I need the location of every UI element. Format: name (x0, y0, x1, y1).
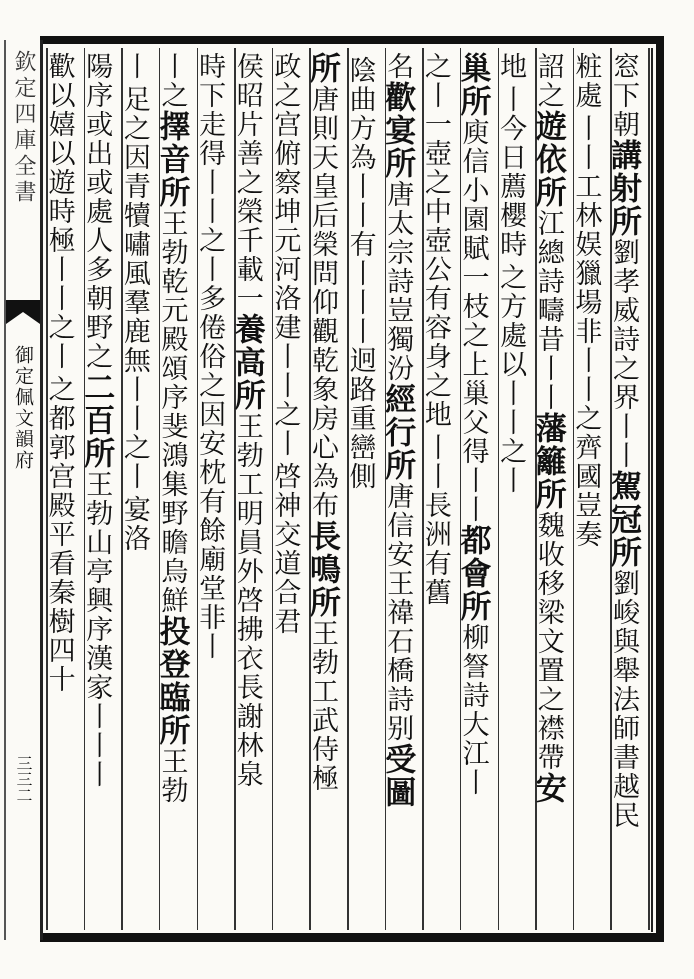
text-column (454, 52, 497, 928)
annotation-text: 名 (382, 52, 414, 81)
annotation-text: 柳詧詩大江丨 (457, 623, 489, 797)
column-rule (648, 48, 650, 930)
annotation-text: 丨丨工林娱獵場 (570, 114, 602, 317)
annotation-text: 庾信小園賦一枝之上巢父得丨丨 (457, 118, 489, 524)
annotation-text: 宴洛 (118, 495, 150, 553)
entry-heading: 藩籬所 (529, 412, 566, 511)
frame-inner-right-border (651, 48, 653, 932)
annotation-text: 侯昭片善之榮千載一 (231, 52, 263, 313)
entry-heading: 受圖 (379, 743, 416, 809)
annotation-text: 非丨丨之 (570, 317, 602, 433)
entry-heading: 講射所 (605, 139, 641, 238)
text-column (153, 52, 196, 928)
annotation-text: 粧處 (570, 52, 602, 110)
entry-heading: 所 (304, 52, 340, 85)
entry-heading: 長鳴所 (304, 520, 340, 619)
annotation-text: 魏收移梁文置之襟帶 (532, 511, 564, 772)
entry-heading: 都會所 (454, 524, 491, 623)
text-column (605, 52, 647, 928)
entry-heading: 二百所 (78, 371, 115, 470)
entry-heading: 投 (153, 615, 190, 648)
entry-heading: 經行所 (379, 383, 416, 482)
annotation-text: 唐信安王禕石橋詩别 (382, 482, 414, 743)
annotation-text: 多倦俗之因安枕有餘廟堂非丨 (194, 284, 226, 661)
annotation-text: 丨之 (156, 52, 188, 110)
annotation-text: 啓神交道合君 (269, 462, 301, 636)
annotation-text: 王勃工明員外啓拂衣長謝林泉 (231, 412, 263, 789)
entry-heading: 遊依所 (529, 110, 566, 209)
text-column (419, 52, 459, 928)
frame-right-border (656, 36, 664, 942)
annotation-text: 地 (495, 52, 527, 81)
fish-tail-mark (6, 300, 40, 324)
annotation-text: 窓下 (608, 52, 639, 110)
text-column (194, 52, 234, 928)
annotation-text: 朝 (608, 110, 639, 139)
annotation-text: 劉峻與舉法師書越民 (608, 569, 639, 830)
annotation-text: 齊國豈奏 (570, 433, 602, 549)
text-column (304, 52, 346, 928)
annotation-text: 王勃工武侍極 (307, 619, 338, 793)
text-column (78, 52, 121, 928)
annotation-text: 政之宫俯察坤元河洛建丨丨之丨 (269, 52, 301, 458)
annotation-text: 唐太宗詩豈獨汾 (382, 180, 414, 383)
section-title: 御定佩文韻府 (12, 345, 34, 471)
annotation-text: 江總詩疇昔丨丨 (532, 209, 564, 412)
annotation-text: 時下走得丨丨之丨 (194, 52, 226, 284)
text-column (43, 52, 83, 928)
entry-heading: 登臨所 (153, 648, 190, 747)
annotation-text: 有丨丨丨迥路重巒側 (344, 230, 376, 491)
annotation-text: 丨今日薦櫻時 (495, 85, 527, 259)
annotation-text: 之都郭宫殿平看秦樹四十 (43, 375, 75, 694)
annotation-text: 丨丨長洲有舊 (419, 433, 451, 607)
annotation-text: 歡以嬉以遊時極丨丨之丨 (43, 52, 75, 371)
annotation-text: 之方處以丨丨之丨 (495, 263, 527, 495)
text-column (228, 52, 271, 928)
text-column (344, 52, 384, 928)
annotation-text: 之丨一壺之中壺公有容身之地 (419, 52, 451, 429)
entry-heading: 養高所 (228, 313, 265, 412)
entry-heading: 安 (529, 772, 566, 805)
frame-bottom-border (40, 933, 664, 942)
book-title: 欽定四庫全書 (11, 50, 36, 206)
annotation-text: 丨 (118, 52, 150, 81)
annotation-text: 詔之 (532, 52, 564, 110)
entry-heading: 巢所 (454, 52, 491, 118)
entry-heading: 駕冠所 (605, 470, 641, 569)
text-column (529, 52, 572, 928)
text-column (570, 52, 610, 928)
annotation-text: 足之因青犢嘯風羣鹿無丨丨之丨 (118, 85, 150, 491)
annotation-text: 陽序或出或處人多朝野之 (81, 52, 113, 371)
page-number: 三三二 (14, 755, 33, 803)
text-column (118, 52, 158, 928)
annotation-text: 唐則天皇后榮問仰觀乾象房心為布 (307, 85, 338, 520)
entry-heading: 歡宴所 (379, 81, 416, 180)
text-column (495, 52, 535, 928)
annotation-text: 劉孝威詩之界丨丨 (608, 238, 639, 470)
entry-heading: 擇音所 (153, 110, 190, 209)
annotation-text: 王勃乾元殿頌序斐鴻集野瞻烏鮮 (156, 209, 188, 615)
frame-top-border (40, 36, 664, 44)
annotation-text: 王勃山亭興序漢家丨丨丨 (81, 470, 113, 789)
annotation-text: 陰曲方為丨丨 (344, 56, 376, 230)
text-column (269, 52, 309, 928)
annotation-text: 王勃 (156, 747, 188, 805)
text-column (379, 52, 422, 928)
